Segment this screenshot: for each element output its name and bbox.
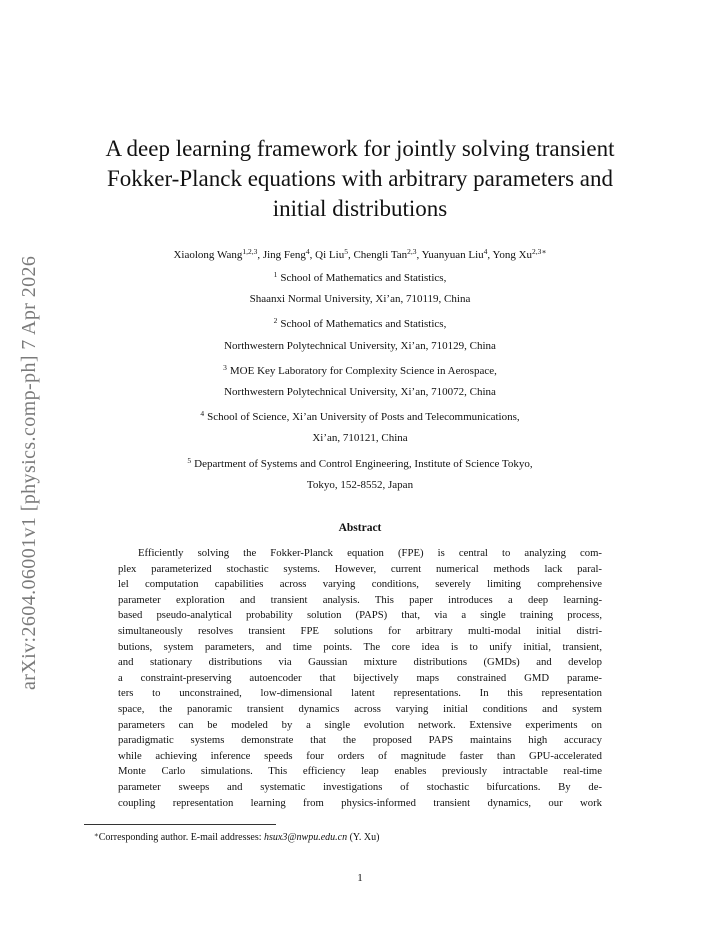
affiliation-line [60,357,660,382]
author-name: Qi Liu [315,249,345,261]
abstract-body [118,546,602,811]
affiliation-name: MOE Key Laboratory for Complexity Science in Aerospace, [229,364,497,377]
affiliation-name: School of Mathematics and Statistics, [280,272,447,284]
abstract-line: coupling representation learning from physics-informed transient dynamics, our work [118,796,602,809]
affiliation-address: Northwestern Polytechnical University, Xi’an, 710129, China [224,339,496,352]
affiliation-list [60,264,660,496]
abstract-line: ters to unconstrained, low-dimensional latent representations. In this representation [118,687,602,700]
abstract-line: space, the panoramic transient dynamics across varying initial conditions and system [118,702,602,715]
author-name: Chengli Tan [353,249,408,261]
affiliation-line [60,264,660,289]
affiliation-name: School of Mathematics and Statistics, [280,318,447,331]
author-name: Yuanyuan Liu [421,249,484,261]
footnote-suffix: (Y. Xu) [347,832,380,843]
page-number: 1 [357,872,363,884]
affiliation-line [60,310,660,335]
affiliation-name: School of Science, Xi’an University of Posts and Telecommunications, [207,411,520,424]
author-separator: , [487,249,493,261]
affiliation-line [60,403,660,428]
abstract-line: based pseudo-analytical probability solution (PAPS) that, via a single training process, [118,609,602,622]
abstract-heading: Abstract [338,522,382,534]
affiliation-address: Shaanxi Normal University, Xi’an, 710119, China [249,293,471,306]
affiliation-number: 2 [273,316,278,326]
arxiv-sidebar-stamp: arXiv:2604.06001v1 [physics.comp-ph] 7 Apr 2026 [18,255,40,690]
abstract-line: parameters can be modeled by a single evolution network. Extensive experiments on [118,718,602,731]
abstract-line: parameter exploration and transient analysis. This paper introduces a deep learning- [118,593,602,606]
author-separator: , [257,249,263,261]
title-line: Fokker-Planck equations with arbitrary parameters and [106,166,613,191]
author-affiliation-mark: 4 [305,247,310,256]
author-affiliation-mark: 2,3 [407,247,417,256]
affiliation-address: Northwestern Polytechnical University, Xi’an, 710072, China [224,386,496,399]
footnote-text: Corresponding author. E-mail addresses: [98,832,265,843]
author-affiliation-mark: 4 [483,247,488,256]
abstract-line: a constraint-preserving autoencoder that bijectively maps constrained GMD parame- [118,671,602,684]
author-name: Yong Xu [492,249,533,261]
abstract-line: and stationary distributions via Gaussian mixture distributions (GMDs) and develop [118,656,602,669]
affiliation-number: 4 [200,409,205,419]
abstract-line: while achieving inference speeds four orders of magnitude faster than GPU-accelerated [118,749,602,762]
title-line: initial distributions [272,196,448,221]
author-name: Jing Feng [262,249,306,261]
author-affiliation-mark: 1,2,3 [242,247,258,256]
author-affiliation-mark: 2,3∗ [532,247,547,256]
affiliation-number: 5 [187,455,192,465]
author-separator: , [347,249,354,261]
corresponding-author-footnote [94,829,379,844]
abstract-line: paradigmatic systems demonstrate that the proposed PAPS maintains high accuracy [118,734,602,747]
abstract-line: simultaneously resolves transient FPE solutions for arbitrary multi-modal initial distri- [118,624,602,637]
affiliation-number: 3 [223,362,227,372]
footnote-mark: ∗ [94,831,99,839]
email-address: hsux3@nwpu.edu.cn [264,832,348,843]
paper-title [70,134,650,224]
abstract-line: plex parameterized stochastic systems. However, current numerical methods lack paral- [118,562,602,575]
affiliation-number: 1 [273,270,278,279]
author-affiliation-mark: 5 [344,247,348,256]
author-separator: , [416,249,422,261]
author-name: Xiaolong Wang [173,249,243,261]
abstract-line: butions, system parameters, and time points. The core idea is to unify initial, transient, [118,640,602,653]
affiliation-name: Department of Systems and Control Engineering, Institute of Science Tokyo, [194,457,533,470]
affiliation-line [60,450,660,475]
title-line: A deep learning framework for jointly solving transient [105,136,615,161]
abstract-line: parameter sweeps and systematic investigations of stochastic bifurcations. By de- [118,780,602,793]
abstract-line: Monte Carlo simulations. This efficiency leap enables previously intractable real-time [118,765,602,778]
author-list [60,245,660,262]
abstract-line: lel computation capabilities across varying conditions, severely limiting comprehensive [118,578,602,591]
abstract-line: Efficiently solving the Fokker-Planck equation (FPE) is central to analyzing com- [138,547,602,559]
affiliation-address: Xi’an, 710121, China [312,432,408,445]
author-separator: , [309,249,316,261]
affiliation-address: Tokyo, 152-8552, Japan [306,478,414,491]
footnote-rule [84,824,276,825]
